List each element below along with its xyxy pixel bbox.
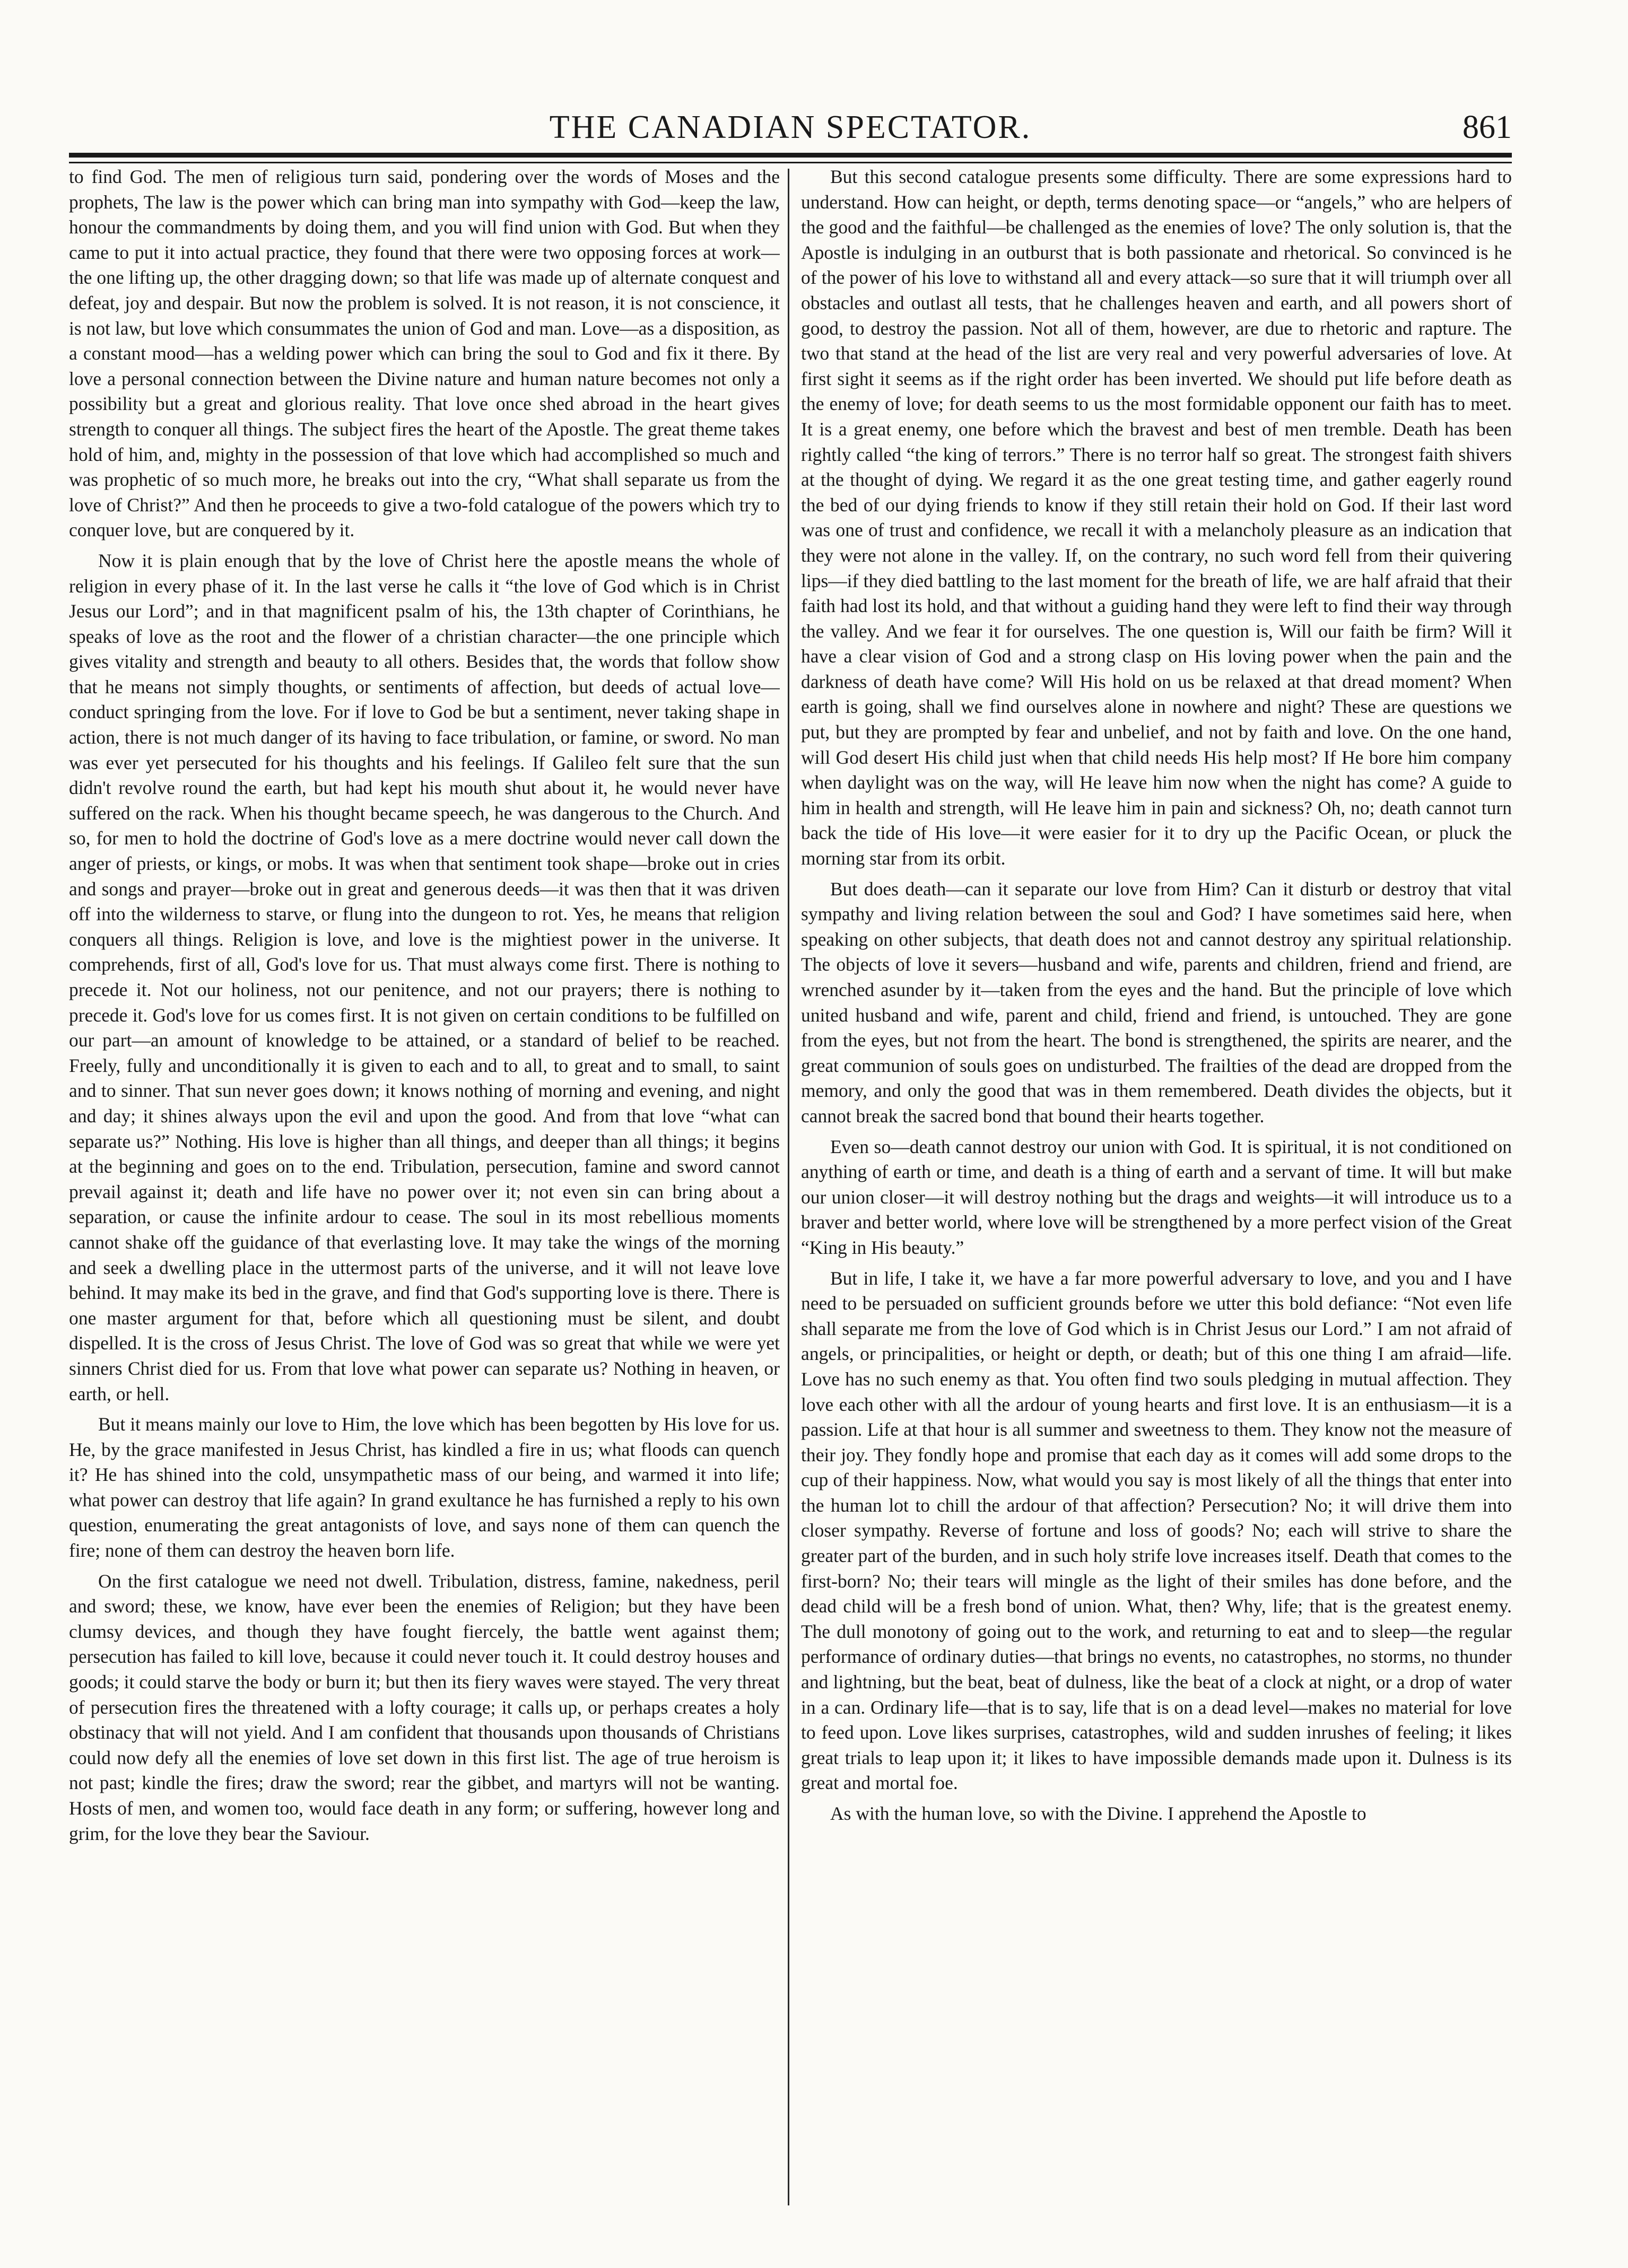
paragraph: Even so—death cannot destroy our union with God. It is spiritual, it is not conditioned on anything of earth or time, and death is a thing of earth and a servant of time. It will but make our union closer—it will destroy nothing but the drags and weights—it will introduce us to a braver and better world, where love will be strengthened by a more perfect vision of the Great “King in His beauty.” (801, 1136, 1512, 1258)
column-divider (788, 169, 789, 2205)
page-number: 861 (1462, 109, 1512, 145)
header-rule-thick (69, 153, 1512, 158)
right-column (801, 164, 1512, 2222)
paragraph: But does death—can it separate our love from Him? Can it disturb or destroy that vital sympathy and living relation between the soul and God? I have sometimes said here, when speaking on other subjects, that death does not and cannot destroy any spiritual relationship. The objects of love it severs—husband and wife, parents and children, friend and friend, are wrenched asunder by it—taken from the eyes and the hand. But the principle of love which united husband and wife, parent and child, friend and friend, is untouched. They are gone from the eyes, but not from the heart. The bond is strengthened, the spirits are nearer, and the great communion of souls goes on undisturbed. The frailties of the dead are dropped from the memory, and only the good that was in them remembered. Death divides the objects, but it cannot break the sacred bond that bound their hearts together. (801, 878, 1512, 1127)
left-column (69, 164, 780, 2222)
paragraph: But in life, I take it, we have a far more powerful adversary to love, and you and I have need to be persuaded on sufficient grounds before we utter this bold defiance: “Not even life shall separate me from the love of God which is in Christ Jesus our Lord.” I am not afraid of angels, or principalities, or height or depth, or death; but of this one thing I am afraid—life. Love has no such enemy as that. You often find two souls pledging in mutual affection. They love each other with all the ardour of young hearts and first love. It is an enthusiasm—it is a passion. Life at that hour is all summer and sweetness to them. They know not the measure of their joy. They fondly hope and promise that each day as it comes will add some drops to the cup of their happiness. Now, what would you say is most likely of all the things that enter into the human lot to chill the ardour of that affection? Persecution? No; it will drive them into closer sympathy. Reverse of fortune and loss of goods? No; each will strive to share the greater part of the burden, and in such holy strife love increases itself. Death that comes to the first-born? No; their tears will mingle as the light of their smiles has done before, and the dead child will be a fresh bond of union. What, then? Why, life; that is the greatest enemy. The dull monotony of going out to the work, and returning to eat and to sleep—the regular performance of ordinary duties—that brings no events, no catastrophes, no storms, no thunder and lightning, but the beat, beat of dulness, like the beat of a clock at night, or a drop of water in a can. Ordinary life—that is to say, life that is on a dead level—makes no material for love to feed upon. Love likes surprises, catastrophes, wild and sudden inrushes of feeling; it likes great trials to leap upon it; it likes to have impossible demands made upon it. Dulness is its great and mortal foe. (801, 1267, 1512, 1794)
paragraph: to find God. The men of religious turn said, pondering over the words of Moses and the prophets, The law is the power which can bring man into sympathy with God—keep the law, honour the commandments by doing them, and you will find union with God. But when they came to put it into actual practice, they found that there were two opposing forces at work—the one lifting up, the other dragging down; so that life was made up of alternate conquest and defeat, joy and despair. But now the problem is solved. It is not reason, it is not conscience, it is not law, but love which consummates the union of God and man. Love—as a disposition, as a constant mood—has a welding power which can bring the soul to God and fix it there. By love a personal connection between the Divine nature and human nature becomes not only a possibility but a great and glorious reality. That love once shed abroad in the heart gives strength to conquer all things. The subject fires the heart of the Apostle. The great theme takes hold of him, and, mighty in the possession of that love which had accomplished so much and was prophetic of so much more, he breaks out into the cry, “What shall separate us from the love of Christ?” And then he proceeds to give a two-fold catalogue of the powers which try to conquer love, but are conquered by it. (69, 166, 780, 541)
masthead (69, 106, 1512, 149)
header-rule-thin (69, 162, 1512, 163)
paragraph: But this second catalogue presents some difficulty. There are some expressions hard to understand. How can height, or depth, terms denoting space—or “angels,” who are helpers of the good and the faithful—be challenged as the enemies of love? The only solution is, that the Apostle is indulging in an outburst that is both passionate and rhetorical. So convinced is he of the power of his love to withstand all and every attack—so sure that it will triumph over all obstacles and outlast all tests, that he challenges heaven and earth, and all powers short of good, to destroy the passion. Not all of them, however, are due to rhetoric and rapture. The two that stand at the head of the list are very real and very powerful adversaries of love. At first sight it seems as if the right order has been inverted. We should put life before death as the enemy of love; for death seems to us the most formidable opponent our faith has to meet. It is a great enemy, one before which the bravest and best of men tremble. Death has been rightly called “the king of terrors.” There is no terror half so great. The strongest faith shivers at the thought of dying. We regard it as the one great testing time, and gather eagerly round the bed of our dying friends to know if they still retain their hold on God. If their last word was one of trust and confidence, we recall it with a melancholy pleasure as an indication that they were not alone in the valley. If, on the contrary, no such word fell from their quivering lips—if they died battling to the last moment for the breath of life, we are half afraid that their faith had lost its hold, and that without a guiding hand they were left to find their way through the valley. And we fear it for ourselves. The one question is, Will our faith be firm? Will it have a clear vision of God and a strong clasp on His loving power when the pain and the darkness of death have come? Will His hold on us be relaxed at that dread moment? When earth is going, shall we find ourselves alone in nowhere and night? These are questions we put, but they are prompted by fear and unbelief, and not by faith and love. On the one hand, will God desert His child just when that child needs His help most? If He bore him company when daylight was on the way, will He leave him now when the night has come? A guide to him in health and strength, will He leave him in pain and sickness? Oh, no; death cannot turn back the tide of His love—it were easier for it to dry up the Pacific Ocean, or pluck the morning star from its orbit. (801, 166, 1512, 869)
paragraph: On the first catalogue we need not dwell. Tribulation, distress, famine, nakedness, peril and sword; these, we know, have ever been the enemies of Religion; but they have been clumsy devices, and though they have fought fiercely, the battle went against them; persecution has failed to kill love, because it could never touch it. It could destroy houses and goods; it could starve the body or burn it; but then its fiery waves were stayed. The very threat of persecution fires the threatened with a lofty courage; it calls up, or perhaps creates a holy obstinacy that will not yield. And I am confident that thousands upon thousands of Christians could now defy all the enemies of love set down in this first list. The age of true heroism is not past; kindle the fires; draw the sword; rear the gibbet, and martyrs will not be wanting. Hosts of men, and women too, would face death in any form; or suffering, however long and grim, for the love they bear the Saviour. (69, 1570, 780, 1844)
publication-title: THE CANADIAN SPECTATOR. (549, 109, 1032, 145)
paragraph: As with the human love, so with the Divine. I apprehend the Apostle to (830, 1803, 1366, 1824)
paragraph: Now it is plain enough that by the love of Christ here the apostle means the whole of religion in every phase of it. In the last verse he calls it “the love of God which is in Christ Jesus our Lord”; and in that magnificent psalm of his, the 13th chapter of Corinthians, he speaks of love as the root and the flower of a christian character—the one principle which gives vitality and strength and beauty to all others. Besides that, the words that follow show that he means not simply thoughts, or sentiments of affection, but deeds of actual love—conduct springing from the love. For if love to God be but a sentiment, never taking shape in action, there is not much danger of its having to face tribulation, or famine, or sword. No man was ever yet persecuted for his thoughts and his feelings. If Galileo felt sure that the sun didn't revolve round the earth, but had kept his mouth shut about it, he would never have suffered on the rack. When his thought became speech, he was dangerous to the Church. And so, for men to hold the doctrine of God's love as a mere doctrine would never call down the anger of priests, or kings, or mobs. It was when that sentiment took shape—broke out in cries and songs and prayer—broke out in great and generous deeds—it was then that it was driven off into the wilderness to starve, or flung into the dungeon to rot. Yes, he means that religion conquers all things. Religion is love, and love is the mightiest power in the universe. It comprehends, first of all, God's love for us. That must always come first. There is nothing to precede it. Not our holiness, not our penitence, and not our prayers; there is nothing to precede it. God's love for us comes first. It is not given on certain conditions to be fulfilled on our part—an amount of knowledge to be attained, or a standard of belief to be reached. Freely, fully and unconditionally it is given to each and to all, to great and to small, to saint and to sinner. That sun never goes down; it knows nothing of morning and evening, and night and day; it shines always upon the evil and upon the good. And from that love “what can separate us?” Nothing. His love is higher than all things, and deeper than all things; it begins at the beginning and goes on to the end. Tribulation, persecution, famine and sword cannot prevail against it; death and life have no power over it; not even sin can bring about a separation, or cause the infinite ardour to cease. The soul in its most rebellious moments cannot shake off the guidance of that everlasting love. It may take the wings of the morning and seek a dwelling place in the uttermost parts of the universe, and it will not leave love behind. It may make its bed in the grave, and find that God's supporting love is there. There is one master argument for that, before which all questioning must be silent, and doubt dispelled. It is the cross of Jesus Christ. The love of God was so great that while we were yet sinners Christ died for us. From that love what power can separate us? Nothing in heaven, or earth, or hell. (69, 549, 780, 1405)
paragraph: But it means mainly our love to Him, the love which has been begotten by His love for us. He, by the grace manifested in Jesus Christ, has kindled a fire in us; what floods can quench it? He has shined into the cold, unsympathetic mass of our being, and warmed it into life; what power can destroy that life again? In grand exultance he has furnished a reply to his own question, enumerating the great antagonists of love, and says none of them can quench the fire; none of them can destroy the heaven born life. (69, 1414, 780, 1562)
